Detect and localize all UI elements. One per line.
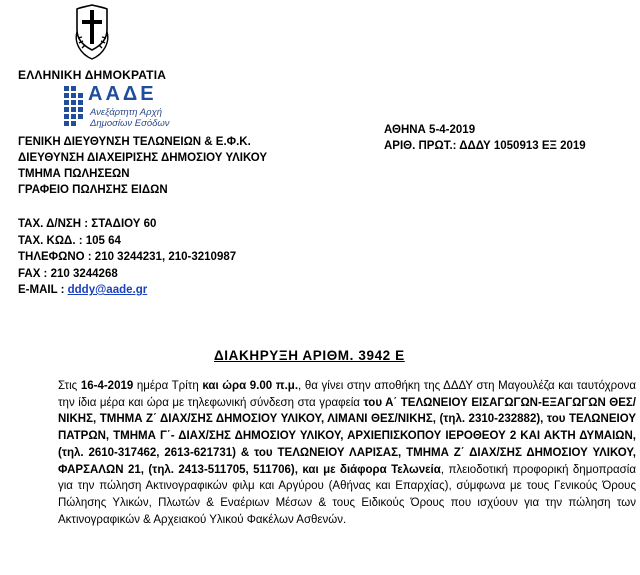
fax-line: FAX : 210 3244268 [18, 267, 118, 280]
auction-date: 16-4-2019 [80, 380, 134, 392]
protocol-number: ΑΡΙΘ. ΠΡΩΤ.: ΔΔΔΥ 1050913 ΕΞ 2019 [384, 140, 586, 152]
email-link[interactable]: dddy@aade.gr [67, 284, 148, 296]
body-text: , θα γίνει στην αποθήκη της ΔΔΔΥ στη Μαγουλέζα και ταυτόχρονα την ίδια μέρα και ώρα με τηλεφωνική σύνδεση στα γραφεία [58, 380, 636, 409]
department-block [18, 134, 267, 198]
phone-line: ΤΗΛΕΦΩΝΟ : 210 3244231, 210-3210987 [18, 251, 237, 263]
address-line: ΤΑΧ. Δ/ΝΣΗ : ΣΤΑΔΙΟΥ 60 [18, 218, 157, 230]
aade-logo-subtitle: Δημοσίων Εσόδων [90, 118, 170, 129]
document-meta [384, 122, 586, 154]
republic-label: ΕΛΛΗΝΙΚΗ ΔΗΜΟΚΡΑΤΙΑ [18, 68, 167, 82]
aade-logo-icon [62, 84, 88, 130]
auction-time: και ώρα 9.00 π.μ. [202, 380, 299, 392]
aade-logo-name: ΑΑΔΕ [88, 83, 157, 105]
aade-logo [62, 84, 202, 134]
department-line: ΔΙΕΥΘΥΝΣΗ ΔΙΑΧΕΙΡΙΣΗΣ ΔΗΜΟΣΙΟΥ ΥΛΙΚΟΥ [18, 152, 268, 164]
contact-block [18, 216, 236, 299]
document-title: ΔΙΑΚΗΡΥΞΗ ΑΡΙΘΜ. 3942 Ε [214, 348, 405, 363]
department-line: ΤΜΗΜΑ ΠΩΛΗΣΕΩΝ [18, 168, 130, 180]
postcode-line: ΤΑΧ. ΚΩΔ. : 105 64 [18, 234, 121, 247]
customs-offices: του Α΄ ΤΕΛΩΝΕΙΟΥ ΕΙΣΑΓΩΓΩΝ-ΕΞΑΓΩΓΩΝ ΘΕΣ/ΝΙΚΗΣ, ΤΜΗΜΑ Ζ΄ ΔΙΑΧ/ΣΗΣ ΔΗΜΟΣΙΟΥ ΥΛΙΚΟΥ, ΛΙΜΑΝΙ ΘΕΣ/ΝΙΚΗΣ, (τηλ. 2310-232882), του ΤΕΛΩΝΕΙΟΥ ΠΑΤΡΩΝ, ΤΜΗΜΑ Γ΄- ΔΙΑΧ/ΣΗΣ ΔΗΜΟΣΙΟΥ ΥΛΙΚΟΥ, ΑΡΧΙΕΠΙΣΚΟΠΟΥ ΙΕΡΟΘΕΟΥ 2 ΚΑΙ ΑΚΤΗ ΔΥΜΑΙΩΝ, (τηλ. 2610-317462, 2613-621731) & του ΤΕΛΩΝΕΙΟΥ ΛΑΡΙΣΑΣ, ΤΜΗΜΑ Ζ΄ ΔΙΑΧ/ΣΗΣ ΔΗΜΟΣΙΟΥ ΥΛΙΚΟΥ, ΦΑΡΣΑΛΩΝ 21, (τηλ. 2413-511705, 511706), και με διάφορα Τελωνεία [58, 396, 636, 476]
aade-logo-subtitle: Ανεξάρτητη Αρχή [90, 107, 163, 118]
place-date: ΑΘΗΝΑ 5-4-2019 [384, 124, 476, 136]
body-text: , πλειοδοτική προφορική δημοπρασία για την πώληση Ακτινογραφικών φιλμ και Αργύρου (Αθήνας και Επαρχίας), σύμφωνα με τους Γενικούς Όρους Πώλησης Υλικών, Πλωτών & Εναέριων Μέσων & τους Ειδικούς Όρους που ισχύουν για την πώληση των Ακτινογραφικών & Αρχειακού Υλικού Φακέλων Ασθενών. [58, 463, 636, 526]
body-text: Στις [58, 380, 81, 392]
body-paragraph [58, 378, 636, 528]
national-emblem-icon [74, 4, 110, 60]
email-line [18, 282, 236, 299]
body-text: ημέρα Τρίτη [133, 380, 203, 392]
department-line: ΓΕΝΙΚΗ ΔΙΕΥΘΥΝΣΗ ΤΕΛΩΝΕΙΩΝ & Ε.Φ.Κ. [18, 136, 251, 148]
email-label: E-MAIL : [18, 284, 68, 296]
department-line: ΓΡΑΦΕΙΟ ΠΩΛΗΣΗΣ ΕΙΔΩΝ [18, 184, 168, 196]
